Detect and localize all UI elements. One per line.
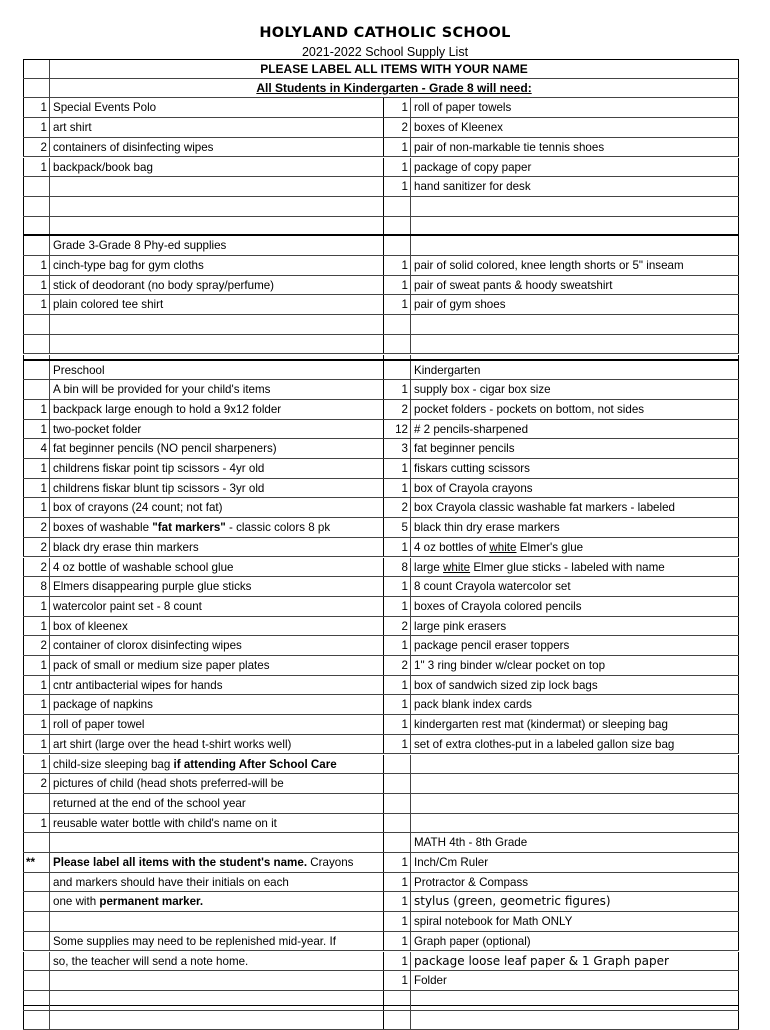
table-row: [23, 538, 739, 558]
item-cell: [49, 217, 383, 235]
item-text-underlined: white: [443, 560, 471, 574]
qty-cell: [383, 833, 410, 852]
qty-cell: 1: [383, 577, 410, 596]
item-cell: [49, 971, 383, 990]
item-cell: [410, 558, 739, 577]
item-cell: cinch-type bag for gym cloths: [49, 256, 383, 275]
item-cell: [410, 991, 739, 1010]
qty-cell: [23, 971, 49, 990]
qty-cell: 1: [23, 656, 49, 675]
item-cell: set of extra clothes-put in a labeled gallon size bag: [410, 735, 739, 754]
qty-cell: 1: [383, 276, 410, 295]
qty-cell: [383, 217, 410, 235]
table-row: [23, 952, 739, 972]
qty-cell: 1: [23, 420, 49, 439]
list-subtitle: 2021-2022 School Supply List: [301, 45, 469, 59]
table-row: [23, 295, 739, 315]
qty-cell: [383, 236, 410, 255]
qty-cell: 1: [383, 538, 410, 557]
qty-cell: 2: [383, 498, 410, 517]
item-cell: backpack large enough to hold a 9x12 folder: [49, 400, 383, 419]
qty-cell: 8: [23, 577, 49, 596]
item-cell: [410, 197, 739, 216]
qty-cell: [383, 197, 410, 216]
item-cell: package of napkins: [49, 695, 383, 714]
table-row: [23, 715, 739, 735]
qty-cell: 1: [383, 912, 410, 931]
item-text: large: [414, 560, 444, 574]
qty-cell: 2: [383, 400, 410, 419]
qty-cell: 2: [383, 617, 410, 636]
qty-cell: 1: [383, 138, 410, 157]
item-cell: pocket folders - pockets on bottom, not sides: [410, 400, 739, 419]
item-cell: 4 oz bottle of washable school glue: [49, 558, 383, 577]
qty-cell: 5: [383, 518, 410, 537]
qty-cell: [23, 952, 49, 971]
table-row: [23, 833, 739, 853]
item-cell: stylus (green, geometric figures): [410, 892, 739, 911]
table-row: [23, 1011, 739, 1030]
note-text-bold: Please label all items with the student's name.: [53, 856, 308, 869]
document-header: [0, 22, 770, 60]
item-cell: [410, 814, 739, 833]
table-row: [23, 892, 739, 912]
qty-cell: [383, 991, 410, 1010]
item-cell: box of Crayola crayons: [410, 479, 739, 498]
math-heading: MATH 4th - 8th Grade: [410, 833, 739, 852]
qty-cell: 1: [383, 853, 410, 872]
item-text: child-size sleeping bag: [53, 757, 174, 771]
table-row: [23, 256, 739, 276]
qty-cell: 2: [383, 118, 410, 137]
qty-cell: 2: [23, 636, 49, 655]
qty-cell: [383, 774, 410, 793]
qty-cell: [383, 355, 410, 359]
qty-cell: [23, 60, 49, 78]
qty-cell: 1: [23, 498, 49, 517]
qty-cell: 1: [23, 597, 49, 616]
qty-cell: 1: [23, 735, 49, 754]
qty-cell: 1: [23, 755, 49, 774]
item-cell: large pink erasers: [410, 617, 739, 636]
item-cell: 8 count Crayola watercolor set: [410, 577, 739, 596]
item-cell: pair of sweat pants & hoody sweatshirt: [410, 276, 739, 295]
item-cell: [410, 236, 739, 255]
table-row: [23, 59, 739, 79]
item-cell: Inch/Cm Ruler: [410, 853, 739, 872]
note-text: and markers should have their initials on each: [49, 873, 383, 892]
item-cell: childrens fiskar point tip scissors - 4yr old: [49, 459, 383, 478]
item-cell: [410, 217, 739, 235]
item-cell: [410, 335, 739, 354]
item-cell: black thin dry erase markers: [410, 518, 739, 537]
table-row: [23, 735, 739, 755]
table-row: [23, 676, 739, 696]
table-row: [23, 695, 739, 715]
item-cell: box of sandwich sized zip lock bags: [410, 676, 739, 695]
item-cell: [49, 892, 383, 911]
table-row: [23, 991, 739, 1011]
qty-cell: 2: [23, 518, 49, 537]
item-text: boxes of washable: [53, 521, 153, 535]
item-text: - classic colors 8 pk: [225, 521, 331, 535]
qty-cell: [23, 335, 49, 354]
table-row: [23, 98, 739, 118]
qty-cell: 8: [383, 558, 410, 577]
qty-cell: [23, 892, 49, 911]
table-row: [23, 79, 739, 99]
table-row: [23, 439, 739, 459]
item-cell: fiskars cutting scissors: [410, 459, 739, 478]
table-row: [23, 971, 739, 991]
item-cell: returned at the end of the school year: [49, 794, 383, 813]
item-cell: # 2 pencils-sharpened: [410, 420, 739, 439]
school-title: HOLYLAND CATHOLIC SCHOOL: [259, 25, 511, 41]
table-row: [23, 814, 739, 834]
qty-cell: [383, 315, 410, 334]
item-cell: Folder: [410, 971, 739, 990]
item-cell: [410, 538, 739, 557]
item-cell: art shirt (large over the head t-shirt works well): [49, 735, 383, 754]
note-text: Some supplies may need to be replenished mid-year. If: [49, 932, 383, 951]
item-cell: package pencil eraser toppers: [410, 636, 739, 655]
qty-cell: 1: [23, 479, 49, 498]
item-text: Elmer's glue: [516, 540, 584, 554]
qty-cell: [23, 991, 49, 1010]
item-cell: [49, 853, 383, 872]
qty-cell: 1: [383, 636, 410, 655]
item-cell: [49, 355, 383, 359]
item-cell: fat beginner pencils (NO pencil sharpeners): [49, 439, 383, 458]
table-row: [23, 138, 739, 158]
table-row: [23, 755, 739, 775]
item-cell: black dry erase thin markers: [49, 538, 383, 557]
table-row: [23, 335, 739, 355]
table-row: [23, 617, 739, 637]
note-text: Crayons: [307, 856, 354, 869]
qty-cell: 1: [23, 295, 49, 314]
qty-cell: 1: [23, 400, 49, 419]
item-cell: stick of deodorant (no body spray/perfume): [49, 276, 383, 295]
item-cell: fat beginner pencils: [410, 439, 739, 458]
qty-cell: [23, 932, 49, 951]
qty-cell: 1: [23, 276, 49, 295]
qty-cell: 1: [383, 892, 410, 911]
item-cell: Special Events Polo: [49, 98, 383, 117]
qty-cell: 1: [383, 459, 410, 478]
item-cell: [49, 335, 383, 354]
item-cell: [49, 833, 383, 852]
item-cell: pictures of child (head shots preferred-will be: [49, 774, 383, 793]
item-cell: watercolor paint set - 8 count: [49, 597, 383, 616]
item-cell: plain colored tee shirt: [49, 295, 383, 314]
qty-cell: 2: [383, 656, 410, 675]
item-cell: [49, 197, 383, 216]
table-row: [23, 361, 739, 381]
table-row: [23, 236, 739, 256]
table-row: [23, 853, 739, 873]
item-cell: childrens fiskar blunt tip scissors - 3yr old: [49, 479, 383, 498]
table-row: [23, 118, 739, 138]
qty-cell: 1: [383, 177, 410, 196]
item-cell: pack blank index cards: [410, 695, 739, 714]
table-row: [23, 577, 739, 597]
qty-cell: 1: [383, 873, 410, 892]
qty-cell: 2: [23, 774, 49, 793]
item-cell: art shirt: [49, 118, 383, 137]
table-row: [23, 873, 739, 893]
table-row: [23, 380, 739, 400]
supply-table: [23, 59, 739, 1006]
item-cell: [410, 794, 739, 813]
qty-cell: [23, 1011, 49, 1030]
note-text: one with: [53, 895, 100, 909]
qty-cell: 1: [23, 715, 49, 734]
qty-cell: [23, 912, 49, 931]
item-text-underlined: white: [489, 540, 517, 554]
qty-cell: 1: [23, 118, 49, 137]
qty-cell: [23, 833, 49, 852]
item-cell: spiral notebook for Math ONLY: [410, 912, 739, 931]
table-row: [23, 315, 739, 335]
item-cell: cntr antibacterial wipes for hands: [49, 676, 383, 695]
item-cell: pair of non-markable tie tennis shoes: [410, 138, 739, 157]
qty-cell: 1: [23, 98, 49, 117]
table-row: [23, 479, 739, 499]
qty-cell: 1: [23, 814, 49, 833]
qty-cell: 12: [383, 420, 410, 439]
qty-cell: [383, 755, 410, 774]
table-row: [23, 177, 739, 197]
item-cell: [49, 315, 383, 334]
qty-cell: 1: [383, 98, 410, 117]
table-row: [23, 912, 739, 932]
qty-cell: 1: [23, 676, 49, 695]
item-cell: boxes of Crayola colored pencils: [410, 597, 739, 616]
item-cell: box of crayons (24 count; not fat): [49, 498, 383, 517]
qty-cell: [23, 380, 49, 399]
qty-cell: [383, 335, 410, 354]
item-cell: [410, 315, 739, 334]
table-row: [23, 558, 739, 578]
item-cell: box Crayola classic washable fat markers - labeled: [410, 498, 739, 517]
item-cell: [49, 177, 383, 196]
item-cell: supply box - cigar box size: [410, 380, 739, 399]
table-row: [23, 932, 739, 952]
table-row: [23, 420, 739, 440]
item-cell: [49, 518, 383, 537]
item-cell: Protractor & Compass: [410, 873, 739, 892]
qty-cell: [383, 794, 410, 813]
qty-cell: 1: [383, 158, 410, 177]
qty-cell: 1: [383, 735, 410, 754]
qty-cell: 1: [23, 617, 49, 636]
item-cell: [410, 774, 739, 793]
item-cell: [410, 1011, 739, 1030]
qty-cell: [383, 1011, 410, 1030]
qty-cell: [23, 794, 49, 813]
qty-cell: 4: [23, 439, 49, 458]
qty-cell: 1: [383, 932, 410, 951]
item-cell: roll of paper towels: [410, 98, 739, 117]
item-cell: [49, 991, 383, 1010]
table-row: [23, 636, 739, 656]
qty-cell: 1: [23, 695, 49, 714]
qty-cell: [23, 873, 49, 892]
item-cell: pair of solid colored, knee length shorts or 5" inseam: [410, 256, 739, 275]
table-row: [23, 794, 739, 814]
item-cell: reusable water bottle with child's name on it: [49, 814, 383, 833]
item-text: 4 oz bottles of: [414, 540, 490, 554]
item-cell: Graph paper (optional): [410, 932, 739, 951]
qty-cell: [23, 197, 49, 216]
item-text-bold: "fat markers": [152, 521, 226, 535]
item-cell: roll of paper towel: [49, 715, 383, 734]
item-text: Elmer glue sticks - labeled with name: [470, 560, 665, 574]
qty-cell: 2: [23, 558, 49, 577]
item-cell: boxes of Kleenex: [410, 118, 739, 137]
item-cell: containers of disinfecting wipes: [49, 138, 383, 157]
qty-cell: [383, 361, 410, 380]
qty-cell: 1: [383, 597, 410, 616]
qty-cell: 1: [23, 256, 49, 275]
qty-cell: 1: [383, 479, 410, 498]
qty-cell: [23, 315, 49, 334]
qty-cell: [23, 79, 49, 98]
table-row: [23, 217, 739, 237]
qty-cell: [23, 236, 49, 255]
qty-cell: [23, 361, 49, 380]
table-row: [23, 518, 739, 538]
item-cell: pair of gym shoes: [410, 295, 739, 314]
phyed-heading: Grade 3-Grade 8 Phy-ed supplies: [49, 236, 383, 255]
item-cell: [49, 912, 383, 931]
table-row: [23, 774, 739, 794]
item-cell: package loose leaf paper & 1 Graph paper: [410, 952, 739, 971]
qty-cell: 1: [23, 158, 49, 177]
qty-cell: 2: [23, 138, 49, 157]
item-cell: [410, 355, 739, 359]
qty-cell: 1: [383, 715, 410, 734]
qty-cell: 1: [383, 952, 410, 971]
item-cell: container of clorox disinfecting wipes: [49, 636, 383, 655]
item-cell: 1" 3 ring binder w/clear pocket on top: [410, 656, 739, 675]
item-cell: package of copy paper: [410, 158, 739, 177]
table-row: [23, 158, 739, 178]
table-row: [23, 656, 739, 676]
item-cell: Elmers disappearing purple glue sticks: [49, 577, 383, 596]
table-row: [23, 197, 739, 217]
note-text: so, the teacher will send a note home.: [49, 952, 383, 971]
table-row: [23, 459, 739, 479]
item-cell: kindergarten rest mat (kindermat) or sleeping bag: [410, 715, 739, 734]
preschool-note: A bin will be provided for your child's items: [49, 380, 383, 399]
table-row: [23, 597, 739, 617]
item-cell: backpack/book bag: [49, 158, 383, 177]
item-cell: hand sanitizer for desk: [410, 177, 739, 196]
qty-cell: [23, 355, 49, 359]
table-row: [23, 276, 739, 296]
qty-cell: 1: [23, 459, 49, 478]
qty-cell: 1: [383, 256, 410, 275]
qty-cell: 1: [383, 971, 410, 990]
qty-cell: [383, 814, 410, 833]
qty-cell: 2: [23, 538, 49, 557]
qty-cell: [23, 217, 49, 235]
note-stars: **: [23, 853, 49, 872]
item-cell: box of kleenex: [49, 617, 383, 636]
item-cell: [410, 755, 739, 774]
item-cell: [49, 1011, 383, 1030]
qty-cell: 1: [383, 295, 410, 314]
preschool-heading: Preschool: [49, 361, 383, 380]
note-text-bold: permanent marker.: [99, 895, 204, 909]
item-text-bold: if attending After School Care: [173, 757, 337, 771]
item-cell: [49, 755, 383, 774]
table-row: [23, 498, 739, 518]
all-students-heading: All Students in Kindergarten - Grade 8 will need:: [49, 79, 739, 98]
table-row: [23, 400, 739, 420]
qty-cell: 1: [383, 380, 410, 399]
qty-cell: 1: [383, 695, 410, 714]
qty-cell: 1: [383, 676, 410, 695]
label-instruction: PLEASE LABEL ALL ITEMS WITH YOUR NAME: [49, 60, 739, 78]
qty-cell: 3: [383, 439, 410, 458]
item-cell: pack of small or medium size paper plates: [49, 656, 383, 675]
qty-cell: [23, 177, 49, 196]
item-cell: two-pocket folder: [49, 420, 383, 439]
kindergarten-heading: Kindergarten: [410, 361, 739, 380]
